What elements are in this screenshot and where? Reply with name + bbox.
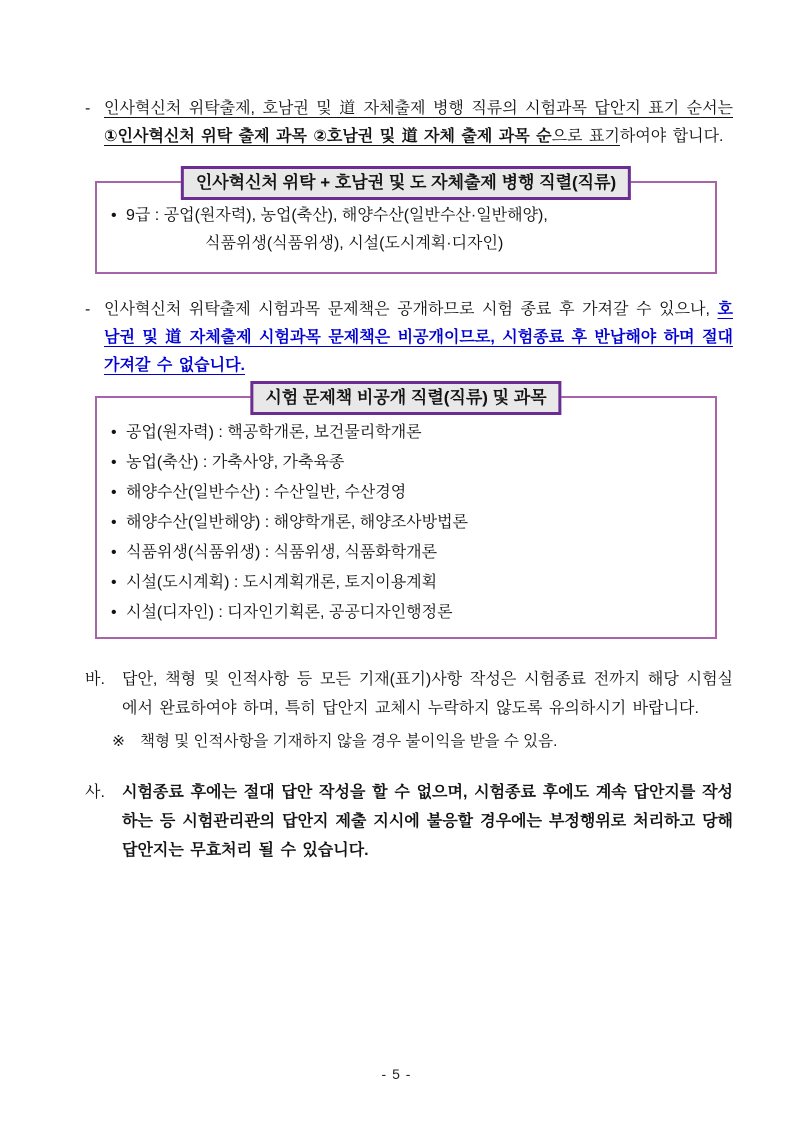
nondisclosure-item [111,598,699,628]
item-ba-note-text: 책형 및 인적사항을 기재하지 않을 경우 불이익을 받을 수 있음. [140,733,558,750]
page-number: - 5 - [381,1066,412,1082]
item-ba-label: 바. [85,671,105,688]
dash-bullet: - [85,301,91,318]
booklet-return-text [104,296,733,380]
marking-order-paragraph [85,95,733,151]
grade9-series-text: 9급 : 공업(원자력), 농업(축산), 해양수산(일반수산·일반해양), [126,207,548,224]
nondisclosure-item [111,448,699,478]
grade9-series-line [111,202,699,230]
nondisclosure-item-text: 공업(원자력) : 핵공학개론, 보건물리학개론 [126,424,422,441]
nondisclosure-box [95,388,717,639]
marking-order-underlined-lead: 인사혁신처 위탁출제, 호남권 및 道 자체출제 병행 직류의 시험과목 답안지 표기 순서는 [104,100,733,117]
nondisclosure-item [111,508,699,538]
bullet-icon: • [111,544,117,561]
nondisclosure-item-text: 시설(디자인) : 디자인기획론, 공공디자인행정론 [126,604,453,621]
marking-order-bold-sequence: ①인사혁신처 위탁 출제 과목 ②호남권 및 道 자체 출제 과목 순 [104,128,552,145]
bullet-icon: • [111,207,117,224]
dash-bullet: - [85,100,91,117]
nondisclosure-item-text: 식품위생(식품위생) : 식품위생, 식품화학개론 [126,544,438,561]
bullet-icon: • [111,484,117,501]
item-ba-text: 답안, 책형 및 인적사항 등 모든 기재(표기)사항 작성은 시험종료 전까지 해당 시험실에서 완료하여야 하며, 특히 답안지 교체시 누락하지 않도록 유의하시기 바랍니다. [122,671,733,717]
booklet-return-paragraph [85,296,733,380]
grade9-series-continuation: 식품위생(식품위생), 시설(도시계획·디자인) [205,235,504,252]
nondisclosure-item-text: 농업(축산) : 가축사양, 가축육종 [126,454,345,471]
item-ba-paragraph [85,665,733,723]
nondisclosure-item [111,538,699,568]
booklet-nondisclosure-warning: 호남권 및 道 자체출제 시험과목 문제책은 비공개이므로, 시험종료 후 반납해야 하며 절대 가져갈 수 없습니다. [104,301,733,374]
marking-order-underlined-tail: 으로 표기 [551,128,620,145]
nondisclosure-box-body [97,398,715,637]
nondisclosure-item-text: 해양수산(일반해양) : 해양학개론, 해양조사방법론 [126,514,469,531]
bullet-icon: • [111,574,117,591]
bullet-icon: • [111,604,117,621]
nondisclosure-item [111,568,699,598]
marking-order-plain-tail: 하여야 합니다. [619,128,724,145]
bullet-icon: • [111,514,117,531]
parallel-exam-box [95,173,717,274]
nondisclosure-box-title: 시험 문제책 비공개 직렬(직류) 및 과목 [250,381,561,415]
item-sa-text: 시험종료 후에는 절대 답안 작성을 할 수 없으며, 시험종료 후에도 계속 답안지를 작성하는 등 시험관리관의 답안지 제출 지시에 불응할 경우에는 부정행위로 처리하고 당해 답안지는 무효처리 될 수 있습니다. [122,784,733,859]
bullet-icon: • [111,454,117,471]
nondisclosure-item-text: 시설(도시계획) : 도시계획개론, 토지이용계획 [126,574,438,591]
nondisclosure-item [111,418,699,448]
item-sa-paragraph [85,778,733,865]
item-ba-note [112,727,733,756]
reference-mark-icon: ※ [112,733,125,750]
marking-order-text [104,95,733,151]
booklet-public-text: 인사혁신처 위탁출제 시험과목 문제책은 공개하므로 시험 종료 후 가져갈 수 있으나, [104,301,718,318]
nondisclosure-item [111,478,699,508]
document-content [85,95,733,865]
item-sa-label: 사. [85,784,105,801]
nondisclosure-item-text: 해양수산(일반수산) : 수산일반, 수산경영 [126,484,407,501]
parallel-exam-box-title: 인사혁신처 위탁 + 호남권 및 도 자체출제 병행 직렬(직류) [181,166,631,200]
bullet-icon: • [111,424,117,441]
